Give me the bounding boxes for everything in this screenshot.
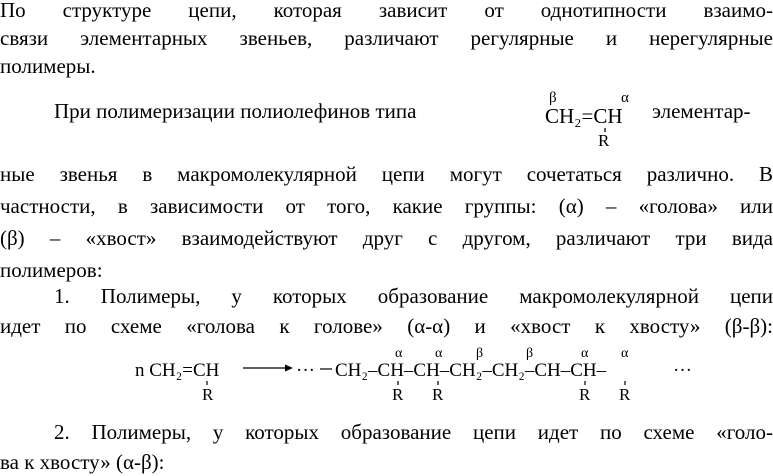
chain-R-4: R (619, 385, 631, 404)
chain-dots-start: ··· (296, 360, 315, 381)
text-line-11: 2. Полимеры, у которых образование цепи идет по схеме «голо- (54, 420, 773, 444)
chain-label-4: β (526, 346, 534, 361)
reaction-arrowhead (285, 365, 293, 372)
text-line-10: идет по схеме «голова к голове» (α-α) и «хвост к хвосту» (β-β): (0, 314, 773, 338)
text-line-4a: При полимеризации полиолефинов типа (54, 99, 417, 123)
text-line-7: (β) – «хвост» взаимодействуют друг с другом, различают три вида (0, 226, 773, 250)
chain-label-6: α (621, 346, 629, 361)
text-line-12: ва к хвосту» (α-β): (0, 450, 165, 474)
chain-R-2: R (432, 385, 444, 404)
chain-dots-end: ··· (673, 360, 692, 381)
text-line-2: связи элементарных звеньев, различают регулярные и нерегулярные (0, 26, 773, 50)
monomer-formula: CH₂=CH (545, 104, 623, 128)
text-line-1: По структуре цепи, которая зависит от однотипности взаимо- (0, 0, 773, 22)
text-line-6: частности, в зависимости от того, какие группы: (α) – «голова» или (0, 194, 773, 218)
text-line-4b: элементар- (652, 99, 751, 123)
chain-label-1: α (395, 346, 403, 361)
chain-label-5: α (581, 346, 589, 361)
text-line-8: полимеров: (0, 258, 103, 282)
text-line-5: ные звенья в макромолекулярной цепи могут сочетаться различно. В (0, 162, 773, 186)
beta-label: β (549, 90, 557, 106)
alpha-label: α (621, 90, 629, 106)
monomer-R: R (202, 385, 214, 404)
text-line-9: 1. Полимеры, у которых образование макромолекулярной цепи (54, 284, 773, 308)
chain-body: CH₂–CH–CH–CH₂–CH₂–CH–CH– (335, 360, 607, 381)
chain-label-3: β (476, 346, 484, 361)
chain-label-2: α (435, 346, 443, 361)
monomer-label: n CH₂=CH (135, 360, 220, 381)
polymer-chain-scheme (130, 340, 730, 420)
chain-R-1: R (392, 385, 404, 404)
chain-R-3: R (579, 385, 591, 404)
monomer-structure-inline (530, 84, 640, 156)
substituent-R: R (598, 131, 610, 150)
text-line-3: полимеры. (0, 54, 96, 78)
